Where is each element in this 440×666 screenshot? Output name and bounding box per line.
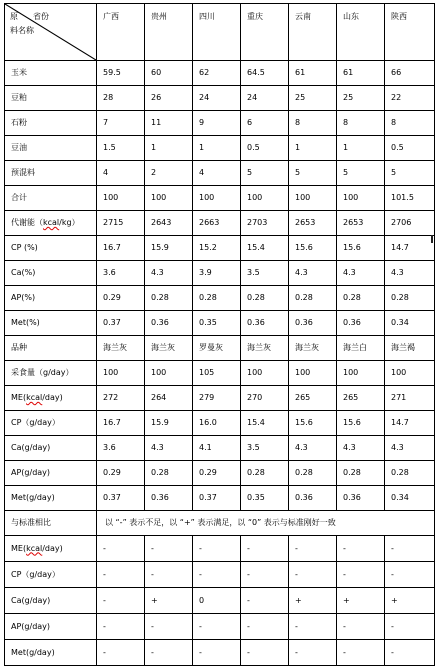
table-row [5, 614, 435, 640]
row-label: 石粉 [5, 111, 97, 136]
value-cell: 0 [193, 588, 241, 614]
compare-header-row [5, 511, 435, 536]
value-cell: 0.28 [289, 286, 337, 311]
row-label [5, 211, 97, 236]
value-cell: - [337, 536, 385, 562]
value-cell: 0.35 [193, 311, 241, 336]
province-header: 贵州 [145, 4, 193, 61]
province-header: 陕西 [385, 4, 435, 61]
table-row [5, 461, 435, 486]
value-cell: 14.7 [385, 411, 435, 436]
value-cell: + [337, 588, 385, 614]
header-row [5, 4, 435, 61]
value-cell: - [241, 588, 289, 614]
corner-label-province: 省份 [33, 12, 49, 21]
value-cell: 265 [289, 386, 337, 411]
value-cell: 61 [289, 61, 337, 86]
value-cell: - [97, 588, 145, 614]
legend-note: 以 “-” 表示不足，以 “+” 表示满足，以 “0” 表示与标准刚好一致 [97, 511, 435, 536]
value-cell: - [97, 536, 145, 562]
value-cell: 16.0 [193, 411, 241, 436]
row-label: 玉米 [5, 61, 97, 86]
value-cell: 5 [289, 161, 337, 186]
value-cell: 279 [193, 386, 241, 411]
value-cell: - [145, 536, 193, 562]
value-cell: 0.29 [97, 461, 145, 486]
table-row [5, 562, 435, 588]
value-cell: 2 [145, 161, 193, 186]
value-cell: 15.4 [241, 411, 289, 436]
province-header: 广西 [97, 4, 145, 61]
value-cell: 6 [241, 111, 289, 136]
value-cell: 0.5 [385, 136, 435, 161]
row-label-prefix: 代谢能（ [11, 218, 43, 227]
value-cell: 8 [385, 111, 435, 136]
value-cell: - [385, 614, 435, 640]
value-cell: 2706 [385, 211, 435, 236]
row-label: Ca(%) [5, 261, 97, 286]
value-cell: 4.3 [385, 436, 435, 461]
value-cell: - [193, 640, 241, 666]
table-row [5, 161, 435, 186]
value-cell: 4 [97, 161, 145, 186]
corner-cell [5, 4, 97, 61]
value-cell: 3.6 [97, 261, 145, 286]
value-cell: - [385, 640, 435, 666]
value-cell: 64.5 [241, 61, 289, 86]
value-cell: - [289, 614, 337, 640]
value-cell: 0.28 [145, 461, 193, 486]
value-cell: 28 [97, 86, 145, 111]
value-cell: 3.6 [97, 436, 145, 461]
value-cell: 100 [97, 186, 145, 211]
value-cell: - [385, 536, 435, 562]
value-cell: 7 [97, 111, 145, 136]
row-label-suffix: /day) [42, 393, 63, 402]
value-cell: 4.3 [337, 261, 385, 286]
value-cell: 海兰灰 [97, 336, 145, 361]
row-label: AP(g/day) [5, 461, 97, 486]
value-cell: + [289, 588, 337, 614]
value-cell: 0.36 [145, 486, 193, 511]
value-cell: 海兰灰 [145, 336, 193, 361]
value-cell: 0.28 [193, 286, 241, 311]
value-cell: - [289, 562, 337, 588]
row-label: Met(%) [5, 311, 97, 336]
value-cell: 15.2 [193, 236, 241, 261]
value-cell: 270 [241, 386, 289, 411]
value-cell: - [145, 562, 193, 588]
value-cell: 0.36 [241, 311, 289, 336]
row-label: 预混料 [5, 161, 97, 186]
row-label-suffix: /kg） [59, 218, 80, 227]
table-row [5, 186, 435, 211]
value-cell: 4.1 [193, 436, 241, 461]
value-cell: 4.3 [145, 436, 193, 461]
table-row [5, 61, 435, 86]
value-cell: 15.6 [289, 411, 337, 436]
value-cell: 16.7 [97, 236, 145, 261]
value-cell: 海兰褐 [385, 336, 435, 361]
value-cell: 0.36 [289, 486, 337, 511]
value-cell: 0.28 [241, 461, 289, 486]
value-cell: 66 [385, 61, 435, 86]
value-cell: 4.3 [289, 261, 337, 286]
corner-label-left-top: 原 [10, 12, 18, 21]
value-cell: - [193, 614, 241, 640]
province-header: 四川 [193, 4, 241, 61]
value-cell: 100 [145, 186, 193, 211]
value-cell: - [145, 640, 193, 666]
value-cell: 0.28 [289, 461, 337, 486]
value-cell: - [97, 640, 145, 666]
value-cell: 0.28 [241, 286, 289, 311]
value-cell: 1 [193, 136, 241, 161]
row-label: Met(g/day) [5, 486, 97, 511]
value-cell: 16.7 [97, 411, 145, 436]
value-cell: - [241, 640, 289, 666]
value-cell: - [337, 562, 385, 588]
value-cell: 5 [385, 161, 435, 186]
value-cell: 1.5 [97, 136, 145, 161]
row-label: 与标准相比 [5, 511, 97, 536]
value-cell: 2703 [241, 211, 289, 236]
value-cell: 15.6 [337, 236, 385, 261]
row-label: 品种 [5, 336, 97, 361]
value-cell: - [241, 562, 289, 588]
table-row [5, 311, 435, 336]
value-cell: - [289, 536, 337, 562]
value-cell: - [241, 614, 289, 640]
value-cell: 0.5 [241, 136, 289, 161]
row-label-prefix: ME( [11, 543, 27, 553]
value-cell: 3.5 [241, 261, 289, 286]
value-cell: 0.36 [145, 311, 193, 336]
row-label: Ca(g/day) [5, 588, 97, 614]
value-cell: 59.5 [97, 61, 145, 86]
value-cell: 100 [337, 361, 385, 386]
value-cell: 0.36 [337, 311, 385, 336]
table-row [5, 86, 435, 111]
value-cell: 26 [145, 86, 193, 111]
row-label-suffix: /day) [42, 543, 63, 553]
table-row [5, 588, 435, 614]
table-row [5, 211, 435, 236]
table-row [5, 286, 435, 311]
row-label: 采食量（g/day） [5, 361, 97, 386]
value-cell: 1 [337, 136, 385, 161]
table-row [5, 111, 435, 136]
value-cell: - [241, 536, 289, 562]
value-cell: 100 [97, 361, 145, 386]
value-cell: - [193, 562, 241, 588]
value-cell: 15.6 [289, 236, 337, 261]
value-cell: 0.34 [385, 311, 435, 336]
value-cell: - [385, 562, 435, 588]
value-cell: + [145, 588, 193, 614]
row-label [5, 386, 97, 411]
value-cell: 0.28 [385, 461, 435, 486]
value-cell: 100 [289, 186, 337, 211]
value-cell: 9 [193, 111, 241, 136]
value-cell: 2653 [289, 211, 337, 236]
value-cell: 100 [145, 361, 193, 386]
table-row [5, 386, 435, 411]
value-cell: 264 [145, 386, 193, 411]
value-cell: 4.3 [385, 261, 435, 286]
value-cell: 1 [145, 136, 193, 161]
row-label: AP(g/day) [5, 614, 97, 640]
value-cell: 1 [289, 136, 337, 161]
value-cell: - [337, 640, 385, 666]
value-cell: 8 [289, 111, 337, 136]
value-cell: 100 [193, 186, 241, 211]
value-cell: + [385, 588, 435, 614]
row-label: CP（g/day） [5, 411, 97, 436]
table-row [5, 411, 435, 436]
value-cell: 5 [241, 161, 289, 186]
value-cell: 3.9 [193, 261, 241, 286]
value-cell: 0.28 [385, 286, 435, 311]
value-cell: 15.9 [145, 236, 193, 261]
value-cell: 3.5 [241, 436, 289, 461]
value-cell: 海兰灰 [241, 336, 289, 361]
value-cell: 100 [241, 361, 289, 386]
value-cell: - [97, 614, 145, 640]
row-label-unit: kcal [26, 393, 43, 402]
value-cell: 14.7 [385, 236, 435, 261]
feed-formula-table-document [4, 3, 434, 666]
value-cell: 271 [385, 386, 435, 411]
row-label: Ca(g/day) [5, 436, 97, 461]
table-row [5, 536, 435, 562]
value-cell: 0.37 [193, 486, 241, 511]
value-cell: 24 [193, 86, 241, 111]
table-row [5, 136, 435, 161]
table-row [5, 336, 435, 361]
value-cell: - [337, 614, 385, 640]
table-row [5, 640, 435, 666]
row-label: Met(g/day) [5, 640, 97, 666]
table-row [5, 436, 435, 461]
value-cell: 100 [289, 361, 337, 386]
value-cell: 15.6 [337, 411, 385, 436]
row-label: 合计 [5, 186, 97, 211]
value-cell: - [145, 614, 193, 640]
value-cell: 15.9 [145, 411, 193, 436]
value-cell: 61 [337, 61, 385, 86]
value-cell: 4.3 [145, 261, 193, 286]
value-cell: 100 [337, 186, 385, 211]
value-cell: 罗曼灰 [193, 336, 241, 361]
corner-label-ingredient: 料名称 [10, 26, 34, 35]
value-cell: 8 [337, 111, 385, 136]
value-cell: 海兰白 [337, 336, 385, 361]
value-cell: 24 [241, 86, 289, 111]
value-cell: 101.5 [385, 186, 435, 211]
table-row [5, 361, 435, 386]
row-label-unit: kcal [43, 218, 60, 227]
feed-formula-table [4, 3, 435, 666]
value-cell: 0.36 [337, 486, 385, 511]
value-cell: 4.3 [337, 436, 385, 461]
value-cell: 0.28 [337, 461, 385, 486]
value-cell: 265 [337, 386, 385, 411]
value-cell: 0.28 [337, 286, 385, 311]
value-cell: 105 [193, 361, 241, 386]
value-cell: 0.34 [385, 486, 435, 511]
row-label-unit: kcal [26, 543, 43, 553]
province-header: 云南 [289, 4, 337, 61]
value-cell: - [193, 536, 241, 562]
value-cell: - [289, 640, 337, 666]
value-cell: 2663 [193, 211, 241, 236]
table-row [5, 486, 435, 511]
value-cell: 2653 [337, 211, 385, 236]
value-cell: 25 [337, 86, 385, 111]
row-label: 豆油 [5, 136, 97, 161]
row-label: CP（g/day） [5, 562, 97, 588]
row-label: 豆粕 [5, 86, 97, 111]
value-cell: - [97, 562, 145, 588]
value-cell: 5 [337, 161, 385, 186]
value-cell: 25 [289, 86, 337, 111]
value-cell: 0.37 [97, 486, 145, 511]
province-header: 重庆 [241, 4, 289, 61]
row-label: CP (%) [5, 236, 97, 261]
row-label [5, 536, 97, 562]
table-row [5, 236, 435, 261]
value-cell: 0.28 [145, 286, 193, 311]
value-cell: 0.29 [193, 461, 241, 486]
row-label: AP(%) [5, 286, 97, 311]
value-cell: 2715 [97, 211, 145, 236]
value-cell: 60 [145, 61, 193, 86]
value-cell: 0.35 [241, 486, 289, 511]
province-header: 山东 [337, 4, 385, 61]
value-cell: 0.29 [97, 286, 145, 311]
value-cell: 15.4 [241, 236, 289, 261]
value-cell: 4.3 [289, 436, 337, 461]
value-cell: 2643 [145, 211, 193, 236]
value-cell: 62 [193, 61, 241, 86]
value-cell: 4 [193, 161, 241, 186]
value-cell: 100 [241, 186, 289, 211]
value-cell: 11 [145, 111, 193, 136]
value-cell: 272 [97, 386, 145, 411]
table-row [5, 261, 435, 286]
edge-marker [431, 235, 433, 243]
value-cell: 100 [385, 361, 435, 386]
value-cell: 22 [385, 86, 435, 111]
value-cell: 0.37 [97, 311, 145, 336]
value-cell: 0.36 [289, 311, 337, 336]
row-label-prefix: ME( [11, 393, 27, 402]
value-cell: 海兰灰 [289, 336, 337, 361]
